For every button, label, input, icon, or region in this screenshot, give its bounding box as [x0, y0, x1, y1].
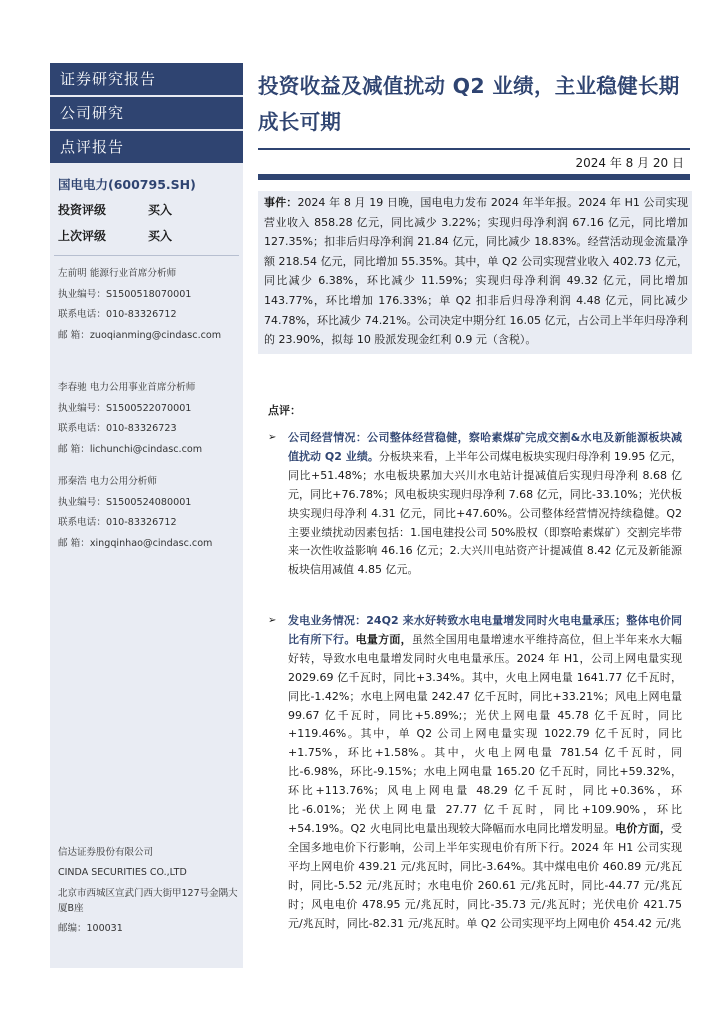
report-title: 投资收益及减值扰动 Q2 业绩，主业稳健长期成长可期 [258, 74, 680, 134]
analyst-email[interactable]: 邮 箱：zuoqianming@cindasc.com [58, 329, 222, 341]
bullet-arrow-icon: ➢ [268, 432, 277, 443]
analyst-name: 李春驰 电力公用事业首席分析师 [58, 382, 196, 393]
bullet-tail-text: 受全国多地电价下行影响，公司上半年实现电价有所下行。2024 年 H1 公司实现平均上网电价 439.21 元/兆瓦时，同比-3.64%。其中煤电电价 460.89 元/兆瓦时，同比-5.52 元/兆瓦时；水电电价 260.61 元/兆瓦时，同比-44.77 元/兆瓦时；风电电价 478.95 元/兆瓦时，同比-35.73 元/兆瓦时；光伏电价 421.75 元/兆瓦时，同比-82.31 元/兆瓦时。单 Q2 公司实现平均上网电价 454.42 元/兆 [288, 821, 682, 930]
sidebar-band-company-research: 公司研究 [50, 97, 243, 130]
analyst-name: 左前明 能源行业首席分析师 [58, 268, 177, 279]
analyst-license: 执业编号：S1500518070001 [58, 288, 192, 300]
analyst-card [50, 262, 243, 346]
analyst-email[interactable]: 邮 箱：xingqinhao@cindasc.com [58, 537, 213, 549]
analyst-name: 邢秦浩 电力公用分析师 [58, 476, 157, 487]
event-label: 事件： [264, 196, 298, 209]
analyst-license: 执业编号：S1500522070001 [58, 402, 192, 414]
firm-info [58, 843, 240, 939]
bullet-item [268, 612, 682, 933]
comment-label: 点评： [268, 404, 301, 417]
bullet-heading: 发电业务情况：24Q2 来水好转致水电电量增发同时火电电量承压；整体电价同比有所下行。 [288, 614, 682, 646]
rating-current-label: 投资评级 [58, 203, 107, 217]
firm-address: 北京市西城区宣武门西大街甲127号金隅大厦B座 [58, 888, 238, 914]
bullet-text: 分板块来看，上半年公司煤电板块实现归母净利 19.95 亿元，同比+51.48%；水电板块累加大兴川水电站计提减值后实现归母净利 8.68 亿元，同比+76.78%；风电板块实现归母净利 7.68 亿元，同比-33.10%；光伏板块实现归母净利 4.31 亿元，同比+47.60%。公司整体经营情况持续稳健。Q2 主要业绩扰动因素包括：1.国电建投公司 50%股权（即察哈素煤矿）交割完毕带来一次性收益影响 46.16 亿元；2.大兴川电站资产计提减值 8.42 亿元及新能源板块信用减值 4.85 亿元。 [288, 449, 682, 577]
sidebar-band-report-type: 证券研究报告 [50, 63, 243, 96]
event-summary [258, 191, 692, 354]
title-rule [258, 148, 690, 150]
analyst-phone: 联系电话：010-83326712 [58, 517, 177, 528]
bullet-text: 虽然全国用电量增速水平维持高位，但上半年来水大幅好转，导致水电电量增发同时火电电量承压。2024 年 H1，公司上网电量实现 2029.69 亿千瓦时，同比+3.34%。其中，火电上网电量 1641.77 亿千瓦时，同比-1.42%；水电上网电量 242.47 亿千瓦时，同比+33.21%；风电上网电量 99.67 亿千瓦时，同比+5.89%;；光伏上网电量 45.78 亿千瓦时，同比+119.46%。其中，单 Q2 公司上网电量实现 1022.79 亿千瓦时，同比+1.75%，环比+1.58%。其中，火电上网电量 781.54 亿千瓦时，同比-6.98%，环比-9.15%；水电上网电量 165.20 亿千瓦时，同比+59.32%，环比+113.76%；风电上网电量 48.29 亿千瓦时，同比+0.36%，环比-6.01%；光伏上网电量 27.77 亿千瓦时，同比+109.90%，环比+54.19%。Q2 火电同比电量出现较大降幅而水电同比增发明显。 [288, 632, 683, 835]
event-text: 2024 年 8 月 19 日晚，国电电力发布 2024 年半年报。2024 年 H1 公司实现营业收入 858.28 亿元，同比减少 3.22%；实现归母净利润 67.16 亿元，同比增加 127.35%；扣非后归母净利润 21.84 亿元，同比减少 18.83%。经营活动现金流量净额 218.54 亿元，同比增加 55.35%。其中，单 Q2 公司实现营业收入 402.73 亿元，同比减少 6.38%，环比减少 11.59%；实现归母净利润 49.32 亿元，同比增加 143.77%，环比增加 176.33%；单 Q2 扣非后归母净利润 4.48 亿元，同比减少 74.78%，环比减少 74.21%。公司决定中期分红 16.05 亿元，占公司上半年归母净利的 23.90%，拟每 10 股派发现金红利 0.9 元（含税）。 [264, 196, 688, 347]
rating-previous-value: 买入 [148, 229, 173, 243]
rating-current-value: 买入 [148, 203, 173, 217]
rating-previous-label: 上次评级 [58, 229, 107, 243]
firm-name-en: CINDA SECURITIES CO.,LTD [58, 867, 187, 878]
bullet-item [268, 429, 682, 580]
analyst-card [50, 376, 243, 460]
rating-previous [50, 223, 243, 249]
analyst-license: 执业编号：S1500524080001 [58, 496, 192, 508]
bullet-body [288, 612, 682, 933]
firm-postcode: 邮编：100031 [58, 923, 123, 934]
bullet-arrow-icon: ➢ [268, 615, 277, 626]
analyst-phone: 联系电话：010-83326712 [58, 309, 177, 320]
analyst-card [50, 470, 243, 554]
report-date: 2024 年 8 月 20 日 [575, 156, 684, 170]
sidebar-band-review-report: 点评报告 [50, 131, 243, 164]
date-rule [258, 174, 690, 180]
bullet-sub-label: 电量方面， [355, 632, 412, 646]
bullet-body [288, 429, 682, 580]
bullet-heading: 公司经营情况：公司整体经营稳健，察哈素煤矿完成交割&水电及新能源板块减值扰动 Q2 业绩。 [288, 431, 682, 463]
firm-name-cn: 信达证券股份有限公司 [58, 847, 154, 858]
rating-current [50, 197, 243, 223]
bullet-tail-label: 电价方面， [615, 821, 671, 835]
sidebar [50, 63, 243, 968]
stock-code: 国电电力(600795.SH) [58, 177, 196, 192]
analyst-email[interactable]: 邮 箱：lichunchi@cindasc.com [58, 443, 203, 455]
sidebar-divider [54, 255, 239, 256]
analyst-phone: 联系电话：010-83326723 [58, 423, 177, 434]
